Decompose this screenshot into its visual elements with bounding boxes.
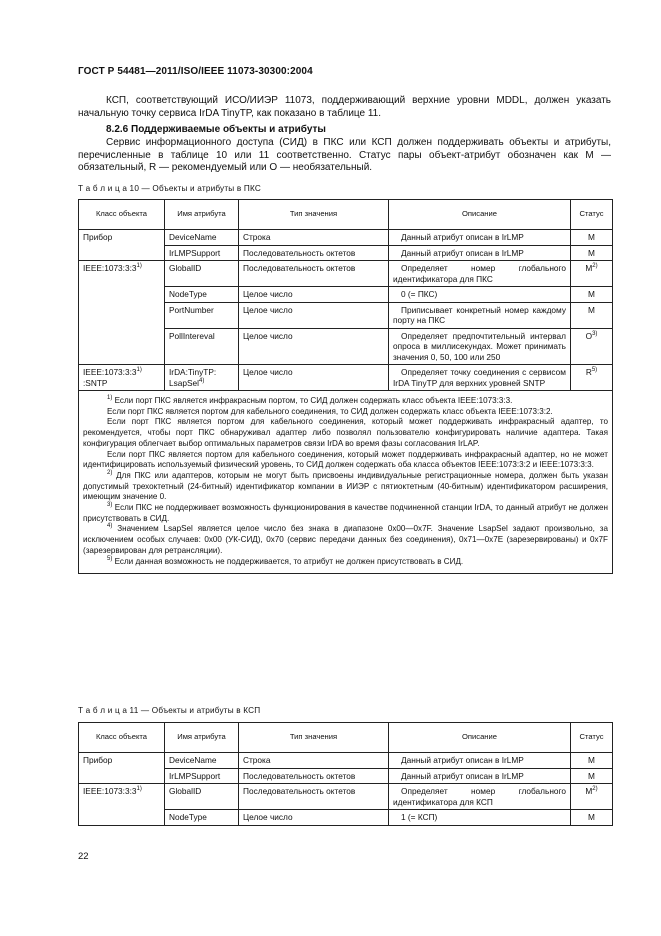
table-10 — [78, 199, 613, 574]
description-cell: Данный атрибут описан в IrLMP — [389, 230, 571, 246]
description-cell: Определяет номер глобального идентификатора для ПКС — [389, 261, 571, 287]
col-header-class: Класс объекта — [79, 200, 165, 230]
description-cell: Определяет номер глобального идентификатора для КСП — [389, 784, 571, 810]
value-type-cell: Последовательность октетов — [239, 245, 389, 261]
value-type-cell: Последовательность октетов — [239, 768, 389, 784]
note-1b: Если порт ПКС является портом для кабельного соединения, то СИД должен содержать класс объекта IEEE:1073:3:2. — [107, 406, 553, 416]
attribute-name-cell: DeviceName — [165, 230, 239, 246]
document-header: ГОСТ Р 54481—2011/ISO/IEEE 11073-30300:2004 — [78, 66, 313, 77]
table-notes-row — [79, 391, 613, 574]
status-cell: M — [571, 287, 613, 303]
note-3: $^{3)}$ Если ПКС не поддерживает возможность функционирования в качестве подчиненной станции IrDA, то данный атрибут не должен присутствовать в СИД. — [83, 502, 608, 523]
status-cell: M — [571, 810, 613, 826]
attribute-name-cell: PortNumber — [165, 302, 239, 328]
object-class-cell: Прибор — [79, 230, 165, 261]
status-cell: M — [571, 768, 613, 784]
col-header-desc: Описание — [389, 200, 571, 230]
status-cell: M — [571, 230, 613, 246]
value-type-cell: Последовательность октетов — [239, 261, 389, 287]
attribute-name-cell: DeviceName — [165, 753, 239, 769]
attribute-name-cell: IrDA:TinyTP: LsapSel$^{4)}$ — [165, 365, 239, 391]
table10-caption: Т а б л и ц а 10 — Объекты и атрибуты в ПКС — [78, 184, 261, 193]
table-row — [79, 365, 613, 391]
col-header-type: Тип значения — [239, 200, 389, 230]
description-cell: Определяет предпочтительный интервал опроса в миллисекундах. Может принимать значения 0, 50, 100 или 250 — [389, 328, 571, 365]
note-1c: Если порт ПКС является портом для кабельного соединения, который может поддерживать инфракрасный адаптер, то рекомендуется, чтобы порт ПКС обнаруживал адаптер либо позволял пользователю конфигурировать наличие адаптера. Такая конфигурация облегчает выбор оптимальных параметров связи IrDA во время фазы согласования IrLAP. — [83, 417, 608, 448]
value-type-cell: Целое число — [239, 365, 389, 391]
attribute-name-cell: GlobalID — [165, 784, 239, 810]
status-cell: M — [571, 753, 613, 769]
description-cell: Данный атрибут описан в IrLMP — [389, 768, 571, 784]
value-type-cell: Целое число — [239, 302, 389, 328]
value-type-cell: Целое число — [239, 287, 389, 303]
col-header-desc: Описание — [389, 723, 571, 753]
description-cell: 1 (= КСП) — [389, 810, 571, 826]
value-type-cell: Строка — [239, 753, 389, 769]
attribute-name-cell: GlobalID — [165, 261, 239, 287]
col-header-type: Тип значения — [239, 723, 389, 753]
col-header-status: Статус — [571, 723, 613, 753]
description-cell: Приписывает конкретный номер каждому порту на ПКС — [389, 302, 571, 328]
table-header-row — [79, 200, 613, 230]
object-class-cell: Прибор — [79, 753, 165, 784]
status-cell: $M^{2)}$ — [571, 261, 613, 287]
section-paragraph — [78, 137, 611, 175]
table-row — [79, 784, 613, 810]
value-type-cell: Строка — [239, 230, 389, 246]
intro-paragraph — [78, 95, 611, 120]
status-cell: $M^{2)}$ — [571, 784, 613, 810]
col-header-class: Класс объекта — [79, 723, 165, 753]
section-text: Сервис информационного доступа (СИД) в ПКС или КСП должен поддерживать объекты и атрибуты, перечисленные в таблице 10 или 11 соответственно. Статус пары объект-атрибут обозначен как М — обязательный, R — рекомендуемый или О — необязательный. — [78, 137, 611, 173]
section-title: 8.2.6 Поддерживаемые объекты и атрибуты — [106, 124, 326, 135]
status-cell: M — [571, 245, 613, 261]
object-class-cell: IEEE:1073:3:3$^{1)}$ :SNTP — [79, 365, 165, 391]
object-class-cell: IEEE:1073:3:3$^{1)}$ — [79, 261, 165, 365]
col-header-status: Статус — [571, 200, 613, 230]
description-cell: Данный атрибут описан в IrLMP — [389, 245, 571, 261]
table-header-row — [79, 723, 613, 753]
description-cell: Данный атрибут описан в IrLMP — [389, 753, 571, 769]
status-cell: M — [571, 302, 613, 328]
status-cell: $O^{3)}$ — [571, 328, 613, 365]
status-cell: $R^{5)}$ — [571, 365, 613, 391]
col-header-name: Имя атрибута — [165, 723, 239, 753]
note-4: $^{4)}$ Значением LsapSel является целое число без знака в диапазоне 0x00—0x7F. Значение LsapSel задают произвольно, за исключением особых случаев: 0x00 (УК-СИД), 0x70 (сервис передачи данных без соединения), 0x71—0x7E (зарезервированы) и 0x7F (зарезервирован для ретрансляции). — [83, 523, 608, 555]
description-cell: 0 (= ПКС) — [389, 287, 571, 303]
attribute-name-cell: NodeType — [165, 810, 239, 826]
table-11 — [78, 722, 613, 826]
col-header-name: Имя атрибута — [165, 200, 239, 230]
note-5: $^{5)}$ Если данная возможность не поддерживается, то атрибут не должен присутствовать в СИД. — [107, 555, 464, 566]
object-class-cell: IEEE:1073:3:3$^{1)}$ — [79, 784, 165, 826]
value-type-cell: Целое число — [239, 328, 389, 365]
note-1a: $^{1)}$ Если порт ПКС является инфракрасным портом, то СИД должен содержать класс объекта IEEE:1073:3:3. — [107, 395, 513, 405]
table-row — [79, 261, 613, 287]
table-row — [79, 753, 613, 769]
note-1d: Если порт ПКС является портом для кабельного соединения, который может поддерживать инфракрасный адаптер, но не может идентифицировать используемый физический уровень, то СИД должен содержать оба класса объектов IEEE:1073:3:2 и IEEE:1073:3:3. — [83, 449, 608, 470]
table-notes — [79, 391, 613, 574]
description-cell: Определяет точку соединения с сервисом IrDA TinyTP для верхних уровней SNTP — [389, 365, 571, 391]
value-type-cell: Последовательность октетов — [239, 784, 389, 810]
attribute-name-cell: IrLMPSupport — [165, 768, 239, 784]
note-2: $^{2)}$ Для ПКС или адаптеров, которым не могут быть присвоены индивидуальные регистрационные номера, должен быть указан допустимый трехоктетный (24-битный) идентификатор компании в ИИЭР с пятиоктетным (40-битным) идентификатором расширения, имеющим значение 0. — [83, 469, 608, 502]
table11-caption: Т а б л и ц а 11 — Объекты и атрибуты в КСП — [78, 706, 261, 715]
attribute-name-cell: NodeType — [165, 287, 239, 303]
page-number: 22 — [78, 851, 89, 862]
attribute-name-cell: PollIntereval — [165, 328, 239, 365]
table-row — [79, 230, 613, 246]
intro-text: КСП, соответствующий ИСО/ИИЭР 11073, поддерживающий верхние уровни MDDL, должен указать начальную точку сервиса IrDA TinyTP, как показано в таблице 11. — [78, 95, 611, 119]
value-type-cell: Целое число — [239, 810, 389, 826]
attribute-name-cell: IrLMPSupport — [165, 245, 239, 261]
